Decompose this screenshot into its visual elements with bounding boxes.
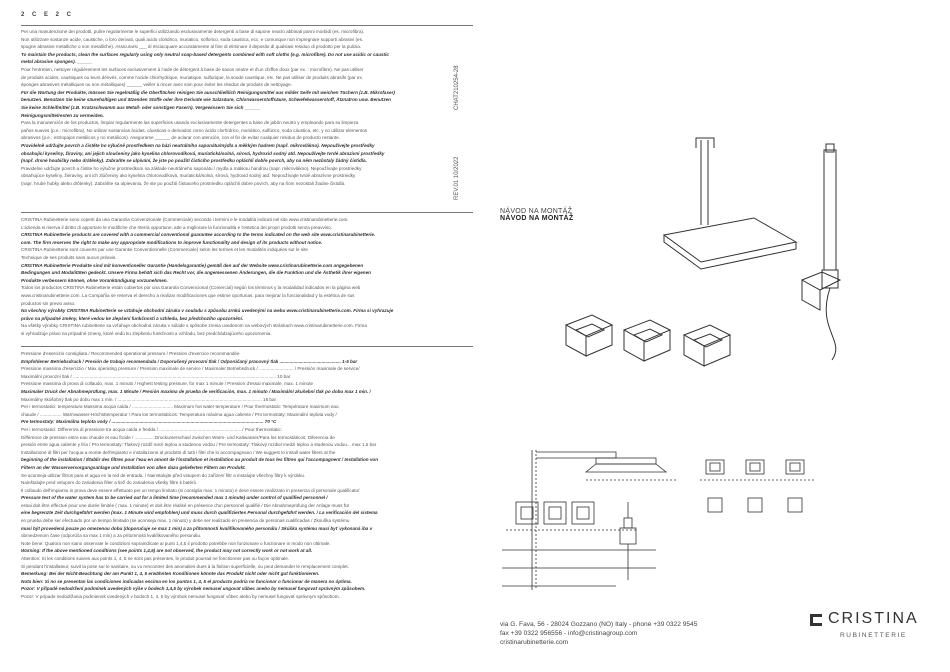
specs-line: Per i termostatici: Differenza di pressione tra acqua calda e fredda / ................................................................ / Pour thermostatic:: [21, 426, 283, 432]
specs-line: Empfohlener Betriebsdruck / Presión de trabajo recomendada / Doporučený provozní tlak / Odporúčaný pracovný tlak ................................................ 1-5 bar: [21, 358, 358, 364]
care-line: éponges abrasives métalliques ou non métalliques) ______ veiller à rincer avec soin pour éviter les résidus de produits de nettoyage.: [21, 82, 292, 88]
specs-line: Maximálny skúšobný tlak po dobu max 1 min. / ................................................................................................................. 16 bar: [21, 396, 277, 402]
specs-line: Maximální provozní tlak / ............................................................................................................................................................... 10 bar: [21, 373, 291, 379]
website-link[interactable]: cristinarubinetterie.com: [500, 639, 569, 646]
specs-line: Pressione massima d'esercizio / Max operating pressure / Pression maximale de service / Maximaler Betriebsdruck / ........................... / Pressión maximale de service/: [21, 366, 360, 372]
specs-line: Différence de pression entre eau chaude et eau froide / ............... Druckunterschied zwischen Warm- und Kaltwasser/Para los termostáticos: Diferencia de: [21, 434, 335, 440]
warranty-line: www.cristinarubinetterie.com. La Compañía se reserva el derecho a realizar modificaciones que estime oportunas, para mejorar la funcionalidad y la estética de sus: [21, 292, 355, 298]
warranty-line: com. The firm reserves the right to make any appropriate modifications to improve functionality and design of its products without notice.: [21, 239, 323, 245]
product-illustration: [496, 130, 916, 390]
care-line: benutzen. Benutzen Sie keine säurehaltigen und ätzenden Stoffe oder ihre Derivate wie Salzsäure, Chlorwasserstoffsäure, Schwefelwasserstoff, Ätznatron usw. Benutzen: [21, 97, 391, 103]
warranty-line: Todos los productos CRISTINA Rubinetterie están cubiertos por una Garantía Convencional (Comercial) según los términos y la modalidad indicados en la página web: [21, 285, 361, 291]
logo-wordmark: CRISTINA: [828, 610, 919, 627]
manual-title-bold: NÁVOD NA MONTÁŽ: [500, 215, 574, 222]
care-line: Non utilizzare sostanze acide, caustiche, o loro derivati, quali acido cloridrico, muriatico, solforico, soda caustica, ecc. e comunque non impregnare supporti abrasivi (es.: [21, 36, 364, 42]
care-line: Pour l'entretien, nettoyer régulièrement les surfaces exclusivement à l'aide de détergent à base de savon neutre et d'un chiffon doux (par ex. : microfibre). Ne pas utiliser: [21, 66, 364, 72]
specs-line: Bemerkung: Bei der Nicht-Beachtung der am Punkt 1, 4, 5 erwähnten Konditionen könnte das Produkt nicht oder nicht gut funktionieren.: [21, 571, 320, 577]
specs-line: Installazione di filtri per l'acqua a monte dell'impianto e installazione al prodotto di tutti i filtri che lo accompagnano / We suggest to install water filters at the: [21, 449, 336, 455]
specs-line: musí být provedená pouze po omezenou dobu (doporučuje se max 1 min) a za přítomnosti kvalifikovaného personálu / Skúška systému musí byť vykonaná iba v: [21, 525, 373, 531]
specs-section: [21, 350, 473, 601]
specs-line: Note bene: Qualora non siano osservate le condizioni sopraindicate ai punti 1,4,5 il prodotto potrebbe non funzionare o funzionare in modo non ottimale.: [21, 540, 331, 546]
warranty-line: CRISTINA Rubinetterie products are covered with a commercial conventional guarantee according to the terms indicated on the web site www.cristinarubinetterie.: [21, 232, 376, 238]
specs-line: Pre termostaty: Maximálna teplota vody / ....................................................................................................................... 70 °C: [21, 419, 277, 425]
divider-2: [21, 346, 473, 347]
manual-title: NÁVOD NA MONTÁŽ: [500, 208, 573, 215]
language-codes: 2 C E 2 C: [21, 12, 75, 18]
warranty-line: CRISTINA Rubinetterie sono coperti da una Garanzia Convenzionale (Commerciale) secondo i termini e le modalità indicati nel sito www.cristinarubinetterie.com.: [21, 217, 349, 222]
specs-line: en prueba debe ser efectuado por un tiempo limitado (se aconseja max. 1 minuto) y debe ser realizado en presencia de personas cualificadas / Zkouška systému: [21, 518, 350, 524]
care-line: Für die Wartung der Produkte, müssen Sie regelmäßig die Oberflächen reinigen Sie ausschließlich Reinigungsmittel aus milder Seife mit weichen Tüchern (z.B. Mikrofaser): [21, 89, 395, 95]
warranty-line: Na všetky výrobky CRISTINA rubinetterie sa vzťahuje obchodná záruka v súlade s spôsobe zrenia uvedenom na webových stránkach www.cristinarubinetterie.com. Firma: [21, 323, 367, 329]
care-line: To maintain the products, clean the surfaces regularly using only neutral soap-based detergents combined with soft cloths (e.g. microfibre). Do not use acidic or caustic: [21, 51, 389, 57]
specs-line: Pressure test of the water system has to be carried out for a limited time (recommended max 1 minute) under control of qualified personnel /: [21, 495, 328, 501]
warranty-line: Bedingungen und Modalitäten gedeckt. Unsere Firma behält sich das Recht vor, die angemessenen Änderungen, die die Funktion und die Ästhetik ihrer eigenen: [21, 270, 371, 276]
care-line: abrasivos (p.e.: estropajos metálicos y no metálicos). Asegurarse ______ de aclarar con atención, con el fin de evitar cualquier residuo de producto restante.: [21, 135, 340, 141]
care-line: spugne abrasive metalliche o non metalliche). Assicurarsi ___ di risciacquare accuratamente al fine di eliminare il deposito di qualsiasi residuo di prodotto per la pulizia.: [21, 44, 362, 50]
address-line: via G. Fava, 56 - 28024 Gozzano (NO) Italy - phone +39 0322 9545: [500, 621, 698, 628]
warranty-line: právo na případné změny, které vedou ke zlepšení funkčnosti a vzhledu, bez předchozího upozornění.: [21, 315, 244, 321]
divider-1: [21, 212, 473, 213]
logo-mark-icon: [810, 613, 822, 625]
care-line: de produits acides, caustiques ou leurs dérivés, comme l'acide chlorhydrique, muriatique, sulfurique, la soude caustique, etc. Ne pas utiliser de produits abrasifs (par ex.: [21, 74, 364, 80]
specs-line: presión entre agua caliente y fría / Pro termostaty: Tlakový rozdíl mezi teplou a studenou vodou / Pre termostaty: Tlakový rozdiel medzi teplou a studenou vodou... max 1,5 bar: [21, 442, 377, 448]
warranty-line: Na všechny výrobky CRISTINA Rubinetterie se vztahuje obchodní záruka v souladu s způsobu zrnkú uvedenými na webu www.cristinarubinetterie.com. Firma si vyhrazuje: [21, 308, 394, 314]
care-section: [21, 28, 473, 187]
warranty-line: Produkte verbessern können, ohne Vorankündigung vorzunehmen.: [21, 277, 168, 283]
specs-line: Nota bien: Si no se presentan las condiciones indicadas encima en los puntos 1, 4, 5 el producto podría no funcionar o funcionar de manera no óptima.: [21, 578, 352, 584]
specs-line: Nainštalujte pred vstupom do zariadenia filter a tiež do zariadenia všetky filtre k batérii.: [21, 480, 197, 486]
top-rule: [21, 25, 473, 26]
care-line: metal abrasive sponges). ______: [21, 59, 93, 65]
care-line: Para la manutención de los productos, limpiar regularmente las superficies usando exclusivamente detergentes a base de jabón neutro y empleando para su limpieza: [21, 120, 359, 126]
contact-line: fax +39 0322 956556 - info@cristinagroup.com: [500, 630, 638, 637]
revision-code: [452, 20, 466, 204]
care-line: Sie keine Schleifmittel (z.B. Kratzschwamm aus Metall- oder sonstigen Fasern). Vergewissern Sie sich ______: [21, 104, 261, 110]
specs-line: beginning of the installation / Établir des filtres pour l'eau en amont de l'installation et installation au produit de tous les filtres qui l'accompagnent / Installation von: [21, 457, 379, 463]
specs-line: Pressione massima di prova di collaudo, max. 1 minuto / Highest testing pressure, for max 1 minute / Pression d'essai maximale, max. 1 minute: [21, 381, 313, 387]
technical-drawing: [496, 410, 916, 615]
specs-line: obmedzenom čase (odporúča sa max 1 min) a za prítomnosti kvalifikovaného personálu.: [21, 533, 202, 539]
warranty-line: CRISTINA Rubinetterie sont couverts par une Garantie Conventionnelle (Commerciale) selon les termes et les modalités indiquées sur le site: [21, 247, 308, 253]
specs-line: Per i termostatici: temperatura Massima acqua calda / ................................ Maximum hot water temperature / Pour thermostatic: Température maximum eau: [21, 404, 339, 410]
specs-line: Pozor: V prípade nedodržania podmienok uvedených v bodoch 1, 4, 5 by výrobok nemusel fungovať vôbec alebo by nemusel fungovať správnym spôsobom.: [21, 594, 340, 599]
product-code: CHAT210254-28: [454, 65, 460, 110]
care-line: Reinigungsmittelresten zu vermeiden.: [21, 112, 104, 118]
specs-line: Maximaler Druck der Abnahmeprüfung, max. 1 Minute / Presión maxima de prueba de verificación, max. 1 minuto / Maximální zkušební tlak po dobu max 1 min. /: [21, 388, 371, 394]
care-line: (např. drsné houbičky nebo drátěnky). Zabraňte se ulpívání, že jste po použití čisticího prostředku opláchli dobře povrch, aby na něm nezůstaly žádný čistidla.: [21, 158, 367, 164]
specs-line: eine begrenzte Zeit durchgeführt werden (max. 1 Minute wird empfohlen) und muss durch qualifiziertes Personal durchgeführt werden. / La verificación del sistema: [21, 510, 378, 516]
warranty-line: Technique de ses produits sans aucun préavis.: [21, 254, 117, 260]
specs-line: Filtern an der Wasserversorgungsanlage und Installation von allen dazu gelieferten Filtern am Produkt.: [21, 464, 246, 470]
specs-line: Il collaudo dell'impianto in prova deve essere effettuato per un tempo limitato (si consiglia max. 1 minuto) e deve essere realizzato in presenza di personale qualificato/: [21, 487, 360, 493]
specs-line: Warning: If the above mentioned conditions (see points 1,4,5) are not observed, the product may not correctly work or not work at all.: [21, 548, 313, 554]
warranty-line: si vyhradzuje právo na prípadné zmeny, ktoré vedú ku zlepšeniu funkčnosti a vzhľadu, bez predchádzajúceho upozornenia.: [21, 330, 272, 336]
specs-line: Si pendant l'installateur, suivit la pose sur le sanitaire, ou vu rencontrer des anomalies dues à la finition superficielle, ou peut demander le remplacement complet.: [21, 563, 349, 569]
specs-line: essai doit être effectué pour une durée limitée ( max. 1 minute) et doit être réalisé en présence d'un personnel qualifié / Die Abnahmeprüfung der Anlage muss für: [21, 502, 350, 508]
warranty-line: CRISTINA Rubinetterie Produkte sind mit konventioneller Garantie (Handelsgarantie) gemäß den auf der Website www.cristinarubinetterie.com angegebenen: [21, 262, 364, 268]
logo-subtitle: RUBINETTERIE: [840, 632, 907, 639]
specs-line: chaude / ................. Warmwasser-Höchsttemperatur / Para los termostáticos: Temperatura máxima agua caliente / Pro termostaty: Maximální teplota vody /: [21, 411, 337, 417]
care-line: Pravidelne udržujte povrch a čistite ho výlučne prostriedkom na základe neutrálneho saponátu / mydla a mäkkou handrou (napr. mikrovlákno). Nepoužívajte prostriedky: [21, 165, 362, 171]
company-address: [500, 620, 697, 647]
specs-line: Se aconseja utilizar filtros para el agua en la red de entrada. / Nainstalujte před vstupem do zařízení filtr a instalujte všechny filtry k výrobku.: [21, 472, 306, 478]
specs-line: Attention: Si les conditions suivies aux points 1, 4, 5 ne sont pas présentes, le produit pourrait ne fonctionner pas ou façon optimale.: [21, 556, 290, 562]
care-line: Pravidelně udržujte povrch a čistěte ho výlučně prostředkem na bázi neutrálního saponátu/mýdla a měkkým hadrem (např. mikrovlákno). Nepoužívejte prostředky: [21, 142, 375, 148]
warranty-section: [21, 216, 473, 338]
care-line: (napr. hrubé hubky alebo drôtenky). Zabráňte sa ulpievaniu, že ste po použití čistiaceho prostriedku opláchli dobre povrch, aby na ňom nezostali žiadne čistidlá.: [21, 180, 346, 186]
warranty-line: L'azienda si riserva il diritto di apportare le modifiche che riterrà opportune, atte a migliorare la funzionalità e l'estetica dei propri prodotti senza preavviso.: [21, 224, 332, 230]
specs-line: Pozor: V případě nedodržení podmínek uvedených výše v bodech 1,4,5 by výrobek nemusel ungovat vůbec anebo by nemusel fungovat správným způsobem.: [21, 586, 366, 592]
specs-line: Pressione d'esercizio consigliata / Recommended operational pressure / Pression d'exercice recommandée: [21, 351, 240, 356]
warranty-line: productos sin previo aviso.: [21, 300, 76, 306]
care-line: obsahující kyseliny, žíraviny, ani jejich sloučeniny jako kyselina chlorovodíková, muriatická/solná, sírová, hydroxid sodný atd. Nepoužívejte tvrdé abrazivní prostředky: [21, 150, 385, 156]
care-line: obsahujúce kyseliny, žieraviny, ani ich zlúčeniny ako kyselina chlorovodíková, muriatická/solná, sírová, hydroxid sodný atď. Nepoužívajte tvrdé abrazívne prostriedky: [21, 173, 356, 179]
care-line: Per una manutenzione dei prodotti, pulire regolarmente le superfici utilizzando esclusivamente detergenti a base di sapone neutro abbinati panni morbidi (es. microfibra).: [21, 29, 365, 34]
care-line: paños suaves (p.e.: microfibra). No utilizar sustancias ácidas, cáusticas o derivados como ácido clorhídrico, muriático, sulfúrico, soda cáustica, etc. y no utilizar elementos: [21, 127, 367, 133]
revision-label: REV.01 10/2022: [454, 156, 460, 200]
